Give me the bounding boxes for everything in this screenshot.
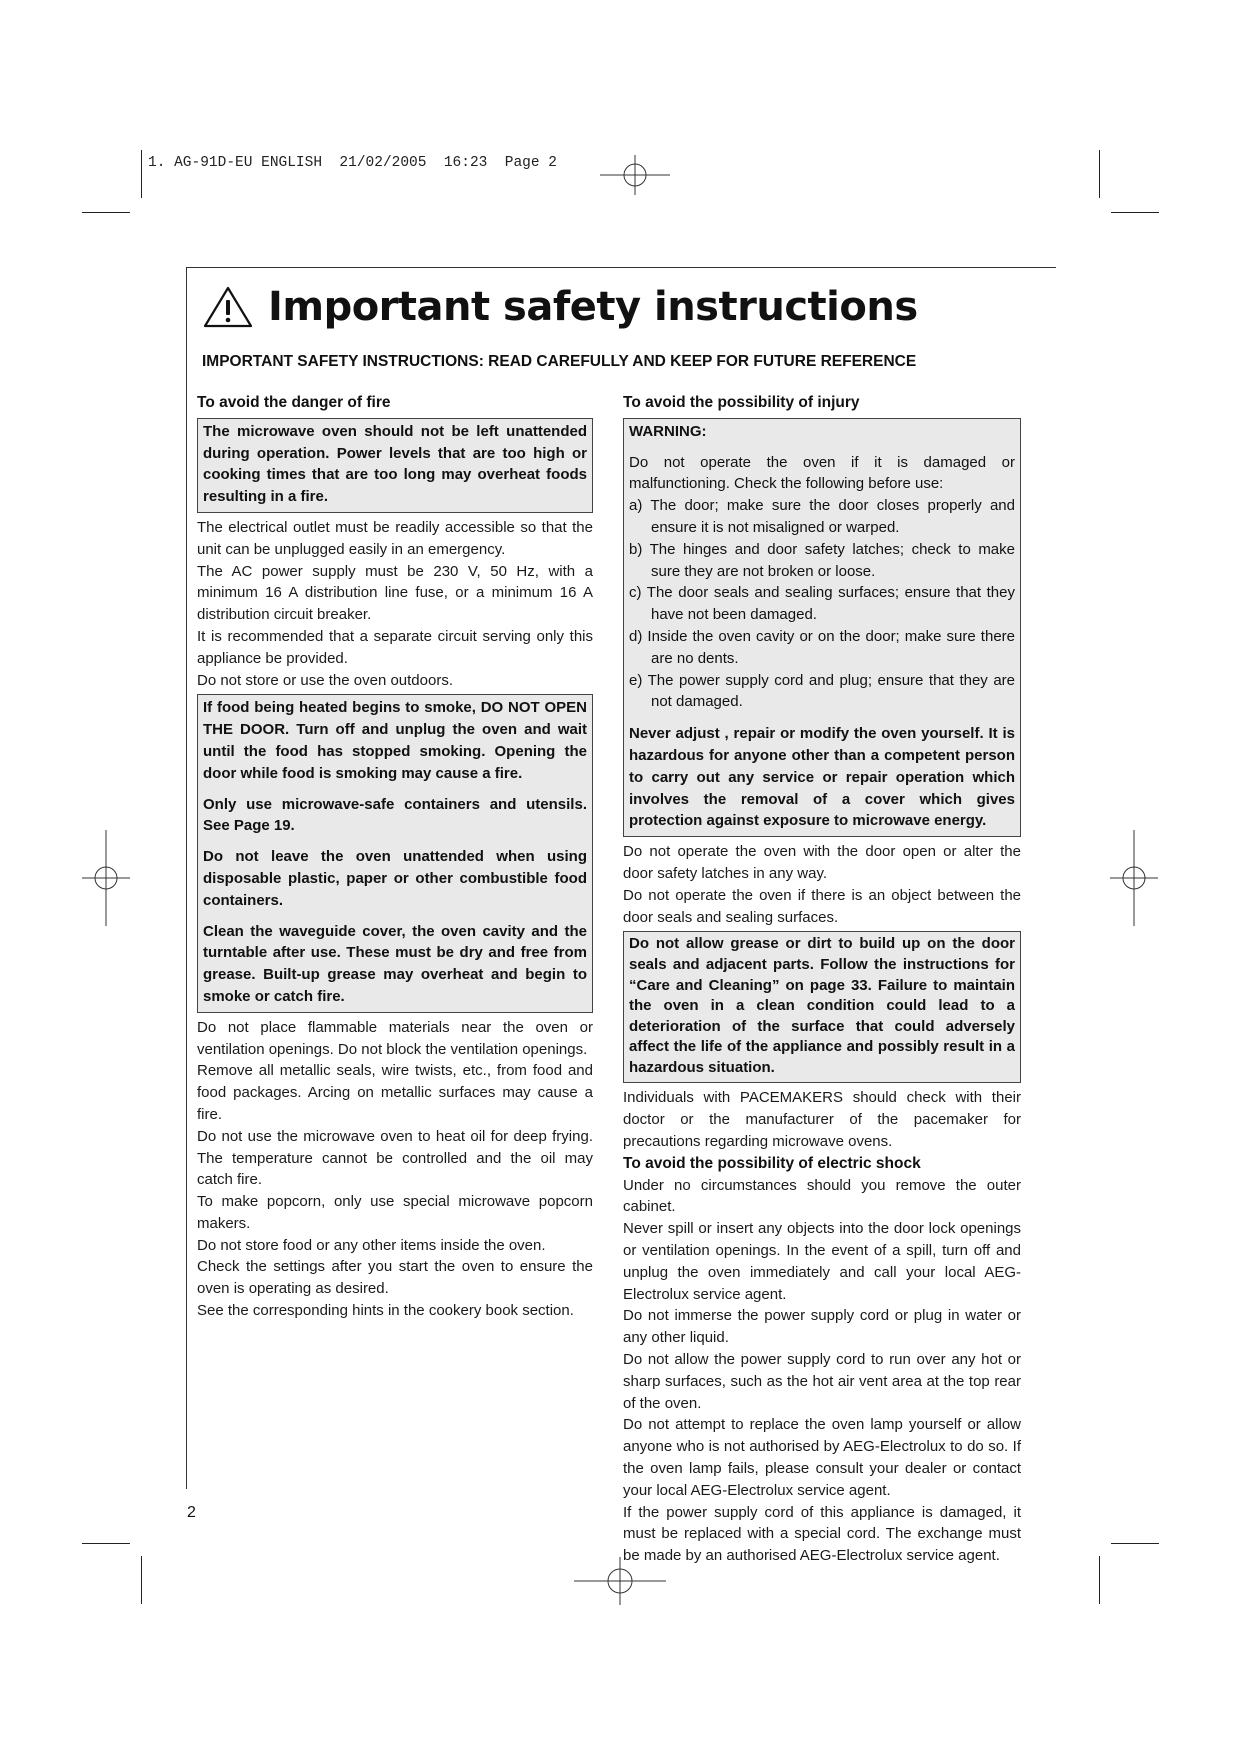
fire-heading: To avoid the danger of fire bbox=[197, 394, 391, 411]
crop-mark-bottom-right-v bbox=[1099, 1556, 1100, 1604]
registration-mark-top-icon bbox=[600, 155, 670, 195]
warning-check-item: a) The door; make sure the door closes properly and ensure it is not misaligned or warped. bbox=[629, 497, 1015, 536]
fire-box2-text: Only use microwave-safe containers and utensils. See Page 19. bbox=[203, 795, 587, 835]
shock-heading: To avoid the possibility of electric shock bbox=[623, 1154, 921, 1172]
grease-box-text: Do not allow grease or dirt to build up on the door seals and adjacent parts. Follow the instructions for “Care and Cleaning” on page 33. Failure to maintain the oven in a clean condition could lead to a deterioration of the surface that could adversely affect the life of the appliance and possibly result in a hazardous situation. bbox=[629, 935, 1015, 1076]
fire-para: Do not use the microwave oven to heat oil for deep frying. The temperature cannot be controlled and the oil may catch fire. bbox=[197, 1127, 593, 1189]
fire-para: Do not store food or any other items inside the oven. bbox=[197, 1236, 546, 1254]
crop-mark-bottom-right-h bbox=[1111, 1543, 1159, 1544]
page-title-row bbox=[202, 282, 918, 332]
crop-mark-bottom-left-v bbox=[141, 1556, 142, 1604]
shock-para: Never spill or insert any objects into the door lock openings or ventilation openings. In the event of a spill, turn off and unplug the oven immediately and call your local AEG-Electrolux service agent. bbox=[623, 1220, 1021, 1303]
warning-check-item: c) The door seals and sealing surfaces; ensure that they have not been damaged. bbox=[629, 584, 1015, 624]
crop-mark-top-right-h bbox=[1111, 212, 1159, 213]
fire-box2-text: Do not leave the oven unattended when using disposable plastic, paper or other combustible food containers. bbox=[203, 848, 587, 909]
crop-mark-top-left-v bbox=[141, 150, 142, 198]
right-column bbox=[623, 392, 1021, 1567]
shock-para: Do not allow the power supply cord to run over any hot or sharp surfaces, such as the hot air vent area at the top rear of the oven. bbox=[623, 1351, 1021, 1412]
fire-para: Check the settings after you start the oven to ensure the oven is operating as desired. bbox=[197, 1258, 593, 1298]
fire-box2-text: If food being heated begins to smoke, DO NOT OPEN THE DOOR. Turn off and unplug the oven and wait until the food has stopped smoking. Opening the door while food is smoking may cause a fire. bbox=[203, 699, 587, 782]
warning-check-item: e) The power supply cord and plug; ensure that they are not damaged. bbox=[629, 671, 1015, 711]
fire-para: See the corresponding hints in the cookery book section. bbox=[197, 1302, 574, 1320]
fire-para: The AC power supply must be 230 V, 50 Hz, with a minimum 16 A distribution line fuse, or a minimum 16 A distribution circuit breaker. bbox=[197, 562, 593, 624]
warning-check-item: d) Inside the oven cavity or on the door; make sure there are no dents. bbox=[629, 627, 1015, 667]
shock-para: Under no circumstances should you remove the outer cabinet. bbox=[623, 1176, 1021, 1216]
fire-para: It is recommended that a separate circuit serving only this appliance be provided. bbox=[197, 627, 593, 667]
warning-title: WARNING: bbox=[629, 422, 707, 440]
fire-para: The electrical outlet must be readily accessible so that the unit can be unplugged easily in an emergency. bbox=[197, 518, 593, 558]
fire-box1-text: The microwave oven should not be left unattended during operation. Power levels that are too high or cooking times that are too long may overheat foods resulting in a fire. bbox=[203, 422, 587, 506]
fire-para: Do not place flammable materials near the oven or ventilation openings. Do not block the ventilation openings. bbox=[197, 1018, 593, 1058]
injury-heading: To avoid the possibility of injury bbox=[623, 394, 860, 411]
crop-mark-bottom-left-h bbox=[82, 1543, 130, 1544]
frame-left-rule bbox=[186, 267, 187, 1489]
page-number: 2 bbox=[187, 1504, 196, 1521]
page-title: Important safety instructions bbox=[268, 284, 918, 330]
print-slug: 1. AG-91D-EU ENGLISH 21/02/2005 16:23 Page 2 bbox=[148, 155, 557, 171]
injury-warning-box bbox=[623, 418, 1021, 837]
pacemaker-para: Individuals with PACEMAKERS should check with their doctor or the manufacturer of the pacemaker for precautions regarding microwave ovens. bbox=[623, 1089, 1021, 1151]
injury-para: Do not operate the oven with the door open or alter the door safety latches in any way. bbox=[623, 843, 1021, 882]
fire-box2-text: Clean the waveguide cover, the oven cavity and the turntable after use. These must be dry and free from grease. Built-up grease may overheat and begin to smoke or catch fire. bbox=[203, 922, 587, 1005]
registration-mark-left-icon bbox=[82, 830, 130, 926]
shock-para: If the power supply cord of this appliance is damaged, it must be replaced with a special cord. The exchange must be made by an authorised AEG-Electrolux service agent. bbox=[623, 1503, 1021, 1565]
frame-top-rule bbox=[186, 267, 1056, 268]
fire-para: Remove all metallic seals, wire twists, etc., from food and food packages. Arcing on metallic surfaces may cause a fire. bbox=[197, 1062, 593, 1123]
warning-check-item: b) The hinges and door safety latches; check to make sure they are not broken or loose. bbox=[629, 540, 1015, 580]
fire-para: To make popcorn, only use special microwave popcorn makers. bbox=[197, 1193, 593, 1232]
fire-para: Do not store or use the oven outdoors. bbox=[197, 671, 453, 689]
registration-mark-right-icon bbox=[1110, 830, 1158, 926]
crop-mark-top-left-h bbox=[82, 212, 130, 213]
shock-para: Do not attempt to replace the oven lamp yourself or allow anyone who is not authorised by AEG-Electrolux to do so. If the oven lamp fails, please consult your dealer or contact your local AEG-Electrolux service agent. bbox=[623, 1416, 1021, 1499]
fire-warning-box-1 bbox=[197, 418, 593, 513]
page-subtitle: IMPORTANT SAFETY INSTRUCTIONS: READ CAREFULLY AND KEEP FOR FUTURE REFERENCE bbox=[202, 353, 917, 370]
warning-triangle-icon bbox=[202, 285, 254, 329]
shock-para: Do not immerse the power supply cord or plug in water or any other liquid. bbox=[623, 1307, 1021, 1347]
fire-warning-box-2 bbox=[197, 694, 593, 1012]
injury-para: Do not operate the oven if there is an object between the door seals and sealing surfaces. bbox=[623, 886, 1021, 926]
grease-warning-box bbox=[623, 931, 1021, 1083]
warning-intro: Do not operate the oven if it is damaged or malfunctioning. Check the following before use: bbox=[629, 453, 1015, 493]
warning-repair-text: Never adjust , repair or modify the oven yourself. It is hazardous for anyone other than a competent person to carry out any service or repair operation which involves the removal of a cover which gives protection against exposure to microwave energy. bbox=[629, 725, 1015, 830]
crop-mark-top-right-v bbox=[1099, 150, 1100, 198]
left-column bbox=[197, 392, 593, 1322]
